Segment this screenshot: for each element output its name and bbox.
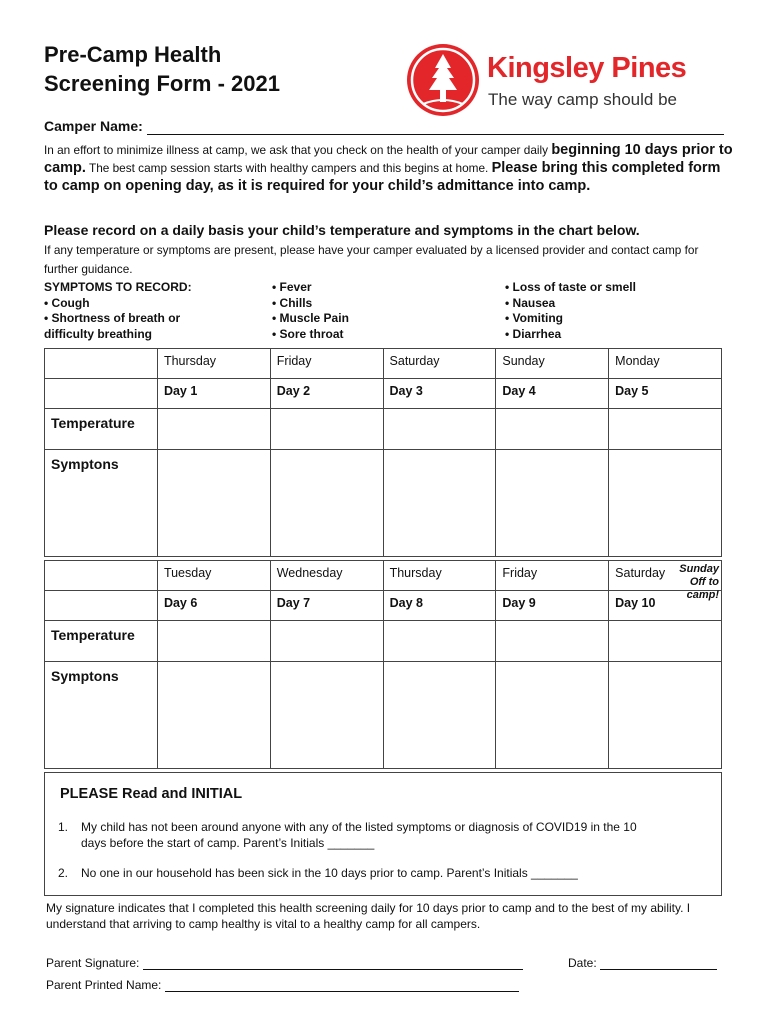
symptom-item: • Chills [272, 295, 313, 310]
logo-tagline: The way camp should be [488, 90, 677, 109]
symptoms-cell[interactable] [270, 662, 383, 769]
off-note-line: camp! [686, 589, 719, 601]
symptoms-cell[interactable] [496, 450, 609, 557]
day-header: Day 2 [270, 379, 383, 409]
symptoms-heading: SYMPTOMS TO RECORD: [44, 280, 192, 294]
camper-name-field [44, 118, 724, 135]
parent-printed-name-label: Parent Printed Name: [46, 978, 162, 992]
weekday-header: Sunday [496, 349, 609, 379]
temperature-cell[interactable] [270, 621, 383, 662]
table-corner-cell [45, 561, 158, 591]
initial-item-1-line1: My child has not been around anyone with any of the listed symptoms or diagnosis of COVID19 in the 10 [81, 820, 637, 834]
symptoms-cell[interactable] [157, 450, 270, 557]
weekday-header: Monday [609, 349, 722, 379]
weekday-header-cell [609, 561, 722, 601]
symptoms-cell[interactable] [609, 662, 722, 769]
parent-signature-label: Parent Signature: [46, 956, 140, 970]
symptoms-cell[interactable] [609, 450, 722, 557]
temperature-row-label: Temperature [45, 621, 158, 662]
weekday-header: Thursday [157, 349, 270, 379]
camper-name-line[interactable] [147, 118, 724, 135]
off-note-line: Off to [689, 576, 719, 588]
symptoms-cell[interactable] [496, 662, 609, 769]
intro-text-2: beginning 10 days prior to camp. [44, 142, 733, 176]
symptoms-cell[interactable] [270, 450, 383, 557]
symptom-item: • Sore throat [272, 326, 344, 341]
symptoms-column-2 [272, 280, 349, 342]
symptom-item: • Cough [44, 295, 90, 310]
day-header: Day 4 [496, 379, 609, 409]
off-note-line: Sunday [679, 563, 719, 575]
symptoms-cell[interactable] [383, 662, 496, 769]
table-corner-cell [45, 591, 158, 621]
temperature-cell[interactable] [496, 621, 609, 662]
pine-tree-icon [407, 44, 479, 116]
initial-item-1-line2: days before the start of camp. Parent’s Initials _______ [81, 836, 375, 850]
tracking-table-days-1-5 [44, 348, 722, 557]
signature-statement: My signature indicates that I completed this health screening daily for 10 days prior to camp and to the best of my ability. I understand that arriving to camp healthy is vital to a healthy camp for all campers. [46, 901, 691, 931]
date-line[interactable] [600, 955, 717, 970]
symptoms-column-1 [44, 280, 192, 342]
tracking-table-days-6-10 [44, 560, 722, 769]
symptom-item: • Nausea [505, 295, 556, 310]
form-title-line2: Screening Form - 2021 [44, 71, 280, 96]
guidance-text: If any temperature or symptoms are present, please have your camper evaluated by a licensed provider and contact camp for further guidance. [44, 243, 699, 276]
temperature-cell[interactable] [270, 409, 383, 450]
off-to-camp-note [679, 563, 719, 602]
symptom-item: • Shortness of breath or [44, 311, 181, 325]
table-corner-cell [45, 379, 158, 409]
day-header: Day 10 [609, 591, 722, 621]
camper-name-label: Camper Name: [44, 118, 143, 134]
intro-text-1: In an effort to minimize illness at camp, we ask that you check on the health of your camper daily [44, 143, 552, 157]
temperature-cell[interactable] [496, 409, 609, 450]
weekday-header: Friday [496, 561, 609, 591]
intro-text-3: The best camp session starts with healthy campers and this begins at home. [85, 161, 492, 175]
initial-item-2: No one in our household has been sick in the 10 days prior to camp. Parent’s Initials _______ [81, 866, 578, 880]
temperature-cell[interactable] [609, 409, 722, 450]
parent-printed-name-line[interactable] [165, 977, 519, 992]
form-title-line1: Pre-Camp Health [44, 42, 222, 67]
temperature-cell[interactable] [383, 409, 496, 450]
form-title [44, 40, 280, 98]
intro-paragraph [44, 141, 734, 195]
date-field [568, 955, 717, 970]
day-header: Day 5 [609, 379, 722, 409]
symptoms-cell[interactable] [383, 450, 496, 557]
day-header: Day 1 [157, 379, 270, 409]
temperature-cell[interactable] [157, 409, 270, 450]
day-header: Day 6 [157, 591, 270, 621]
symptom-item: • Muscle Pain [272, 311, 349, 325]
date-label: Date: [568, 956, 597, 970]
day-header: Day 8 [383, 591, 496, 621]
symptoms-row-label: Symptons [45, 662, 158, 769]
read-and-initial-title: PLEASE Read and INITIAL [60, 786, 243, 802]
symptoms-cell[interactable] [157, 662, 270, 769]
parent-printed-name-field [46, 977, 519, 992]
temperature-cell[interactable] [383, 621, 496, 662]
record-heading: Please record on a daily basis your child’s temperature and symptoms in the chart below. [44, 222, 640, 238]
symptoms-column-3 [505, 280, 636, 342]
weekday-header: Saturday [383, 349, 496, 379]
parent-signature-line[interactable] [143, 955, 523, 970]
weekday-header: Friday [270, 349, 383, 379]
initial-item-2-number: 2. [58, 866, 69, 880]
symptom-item: • Vomiting [505, 311, 563, 325]
weekday-header: Tuesday [157, 561, 270, 591]
symptoms-row-label: Symptons [45, 450, 158, 557]
temperature-row-label: Temperature [45, 409, 158, 450]
parent-signature-field [46, 955, 523, 970]
symptom-item: • Fever [272, 280, 312, 294]
symptom-item: • Diarrhea [505, 326, 562, 341]
intro-text-4: Please bring this completed form to camp on opening day, as it is required for your child’s admittance into camp. [44, 160, 721, 194]
weekday-header: Wednesday [270, 561, 383, 591]
symptom-item: difficulty breathing [44, 326, 152, 341]
kingsley-pines-logo [407, 42, 707, 122]
weekday-header: Saturday [615, 566, 666, 580]
day-header: Day 9 [496, 591, 609, 621]
initial-item-1-number: 1. [58, 820, 69, 834]
weekday-header: Thursday [383, 561, 496, 591]
temperature-cell[interactable] [157, 621, 270, 662]
symptom-item: • Loss of taste or smell [505, 280, 636, 294]
table-corner-cell [45, 349, 158, 379]
initial-item-1 [81, 819, 711, 851]
temperature-cell[interactable] [609, 621, 722, 662]
day-header: Day 3 [383, 379, 496, 409]
logo-name: Kingsley Pines [487, 52, 687, 84]
day-header: Day 7 [270, 591, 383, 621]
